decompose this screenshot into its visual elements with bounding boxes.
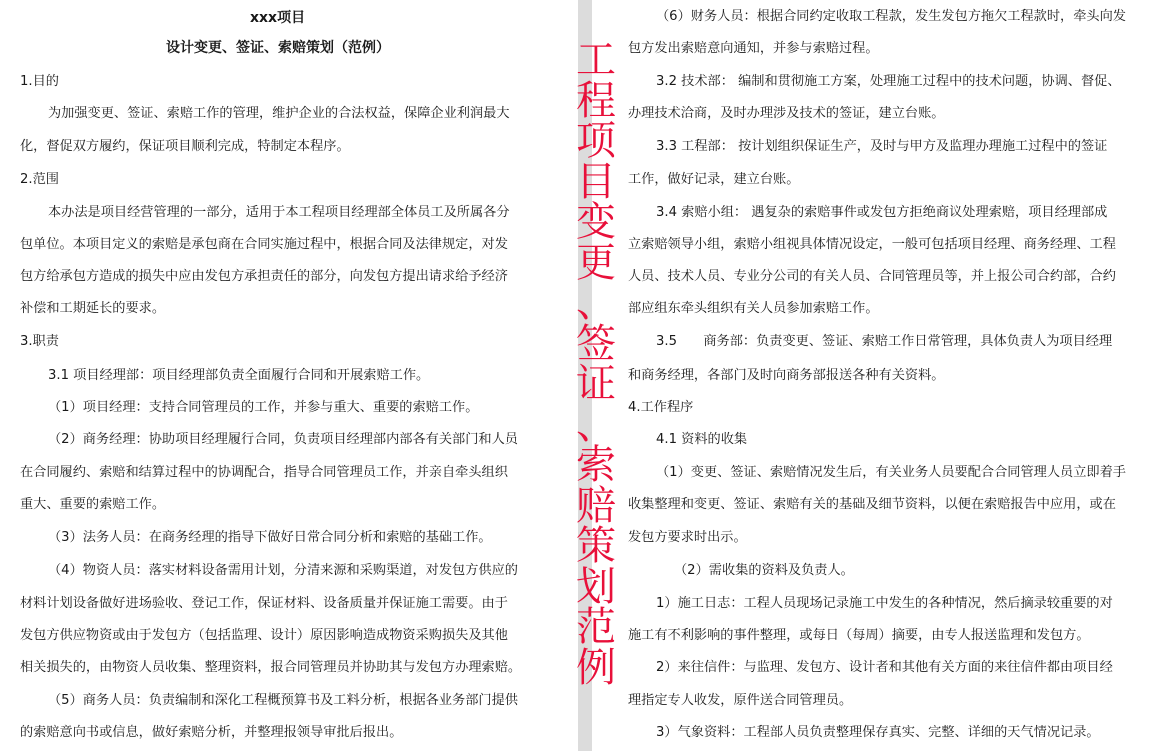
vertical-title-char: 签	[576, 320, 616, 367]
text-line: 施工有不利影响的事件整理，或每日（每周）摘要，由专人报送监理和发包方。	[628, 628, 1090, 643]
vertical-title-char: 目	[576, 158, 616, 205]
text-line: 和商务经理，各部门及时向商务部报送各种有关资料。	[628, 368, 945, 383]
text-line: （3）法务人员：在商务经理的指导下做好日常合同分析和索赔的基础工作。	[48, 530, 492, 545]
vertical-title-char: 程	[576, 77, 616, 124]
vertical-title-char: 项	[576, 118, 616, 164]
text-line: 包方给承包方造成的损失中应由发包方承担责任的部分，向发包方提出请求给予经济	[20, 269, 508, 284]
text-line: 人员、技术人员、专业分公司的有关人员、合同管理员等，并上报公司合约部，合约	[628, 269, 1116, 284]
text-line: 1.目的	[20, 74, 59, 89]
text-line: （1）项目经理：支持合同管理员的工作，并参与重大、重要的索赔工作。	[48, 400, 479, 415]
text-line: 的索赔意向书或信息，做好索赔分析，并整理报领导审批后报出。	[20, 725, 403, 740]
text-line: 3.2 技术部： 编制和贯彻施工方案，处理施工过程中的技术问题，协调、督促、	[656, 74, 1121, 89]
text-line: 3.职责	[20, 334, 59, 349]
text-line: 包方发出索赔意向通知，并参与索赔过程。	[628, 41, 879, 56]
text-line: （4）物资人员：落实材料设备需用计划，分清来源和采购渠道，对发包方供应的	[48, 563, 518, 578]
text-line: 部应组东牵头组织有关人员参加索赔工作。	[628, 301, 879, 316]
text-line: 相关损失的，由物资人员收集、整理资料，报合同管理员并协助其与发包方办理索赔。	[20, 660, 522, 675]
text-line: 3.4 索赔小组： 遇复杂的索赔事件或发包方拒绝商议处理索赔，项目经理部成	[656, 205, 1108, 220]
text-line: 理指定专人收发，原件送合同管理员。	[628, 693, 853, 708]
vertical-title-char: 策	[576, 523, 616, 569]
text-line: 3.1 项目经理部：项目经理部负责全面履行合同和开展索赔工作。	[48, 368, 430, 383]
vertical-title-char: 索	[576, 442, 616, 488]
text-line: 4.1 资料的收集	[656, 432, 748, 447]
text-line: 发包方供应物资或由于发包方（包括监理、设计）原因影响造成物资采购损失及其他	[20, 628, 508, 643]
text-line: 立索赔领导小组，索赔小组视具体情况设定，一般可包括项目经理、商务经理、工程	[628, 237, 1116, 252]
text-line: （1）变更、签证、索赔情况发生后，有关业务人员要配合合同管理人员立即着手	[656, 465, 1126, 480]
text-line: 办理技术洽商，及时办理涉及技术的签证，建立台账。	[628, 106, 945, 121]
vertical-title-char: 赔	[576, 482, 616, 529]
text-line: 化，督促双方履约，保证项目顺利完成，特制定本程序。	[20, 139, 350, 154]
text-line: （2）需收集的资料及负责人。	[674, 563, 854, 578]
text-line: 为加强变更、签证、索赔工作的管理，维护企业的合法权益，保障企业利润最大	[48, 106, 510, 121]
vertical-title	[566, 37, 626, 691]
text-line: 材料计划设备做好进场验收、登记工作，保证材料、设备质量并保证施工需要。由于	[20, 596, 508, 611]
text-line: （5）商务人员：负责编制和深化工程概预算书及工料分析，根据各业务部门提供	[48, 693, 518, 708]
text-line: 发包方要求时出示。	[628, 530, 747, 545]
document-heading: 设计变更、签证、索赔策划（范例）	[166, 40, 390, 56]
text-line: 收集整理和变更、签证、索赔有关的基础及细节资料，以便在索赔报告中应用，或在	[628, 497, 1116, 512]
text-line: 包单位。本项目定义的索赔是承包商在合同实施过程中，根据合同及法律规定，对发	[20, 237, 508, 252]
text-line: 重大、重要的索赔工作。	[20, 497, 166, 512]
text-line: 3）气象资料：工程部人员负责整理保存真实、完整、详细的天气情况记录。	[656, 725, 1100, 740]
text-line: （2）商务经理：协助项目经理履行合同，负责项目经理部内部各有关部门和人员	[48, 432, 518, 447]
text-line: 工作，做好记录，建立台账。	[628, 172, 800, 187]
text-line: 在合同履约、索赔和结算过程中的协调配合，指导合同管理员工作，并亲自牵头组织	[20, 465, 508, 480]
text-line: （6）财务人员：根据合同约定收取工程款，发生发包方拖欠工程款时，牵头向发	[656, 9, 1126, 24]
vertical-title-char: 工	[576, 37, 616, 83]
text-line: 2）来往信件：与监理、发包方、设计者和其他有关方面的来往信件都由项目经	[656, 660, 1113, 675]
vertical-title-char: 变	[576, 199, 616, 245]
text-line: 3.5 商务部：负责变更、签证、索赔工作日常管理，具体负责人为项目经理	[656, 334, 1113, 349]
text-line: 本办法是项目经营管理的一部分，适用于本工程项目经理部全体员工及所属各分	[48, 205, 510, 220]
vertical-title-char: 更	[576, 239, 616, 286]
text-line: 4.工作程序	[628, 400, 694, 415]
vertical-title-char: 例	[576, 644, 616, 691]
vertical-title-char: 范	[576, 604, 616, 650]
text-line: 1）施工日志：工程人员现场记录施工中发生的各种情况，然后摘录较重要的对	[656, 596, 1113, 611]
text-line: 3.3 工程部： 按计划组织保证生产，及时与甲方及监理办理施工过程中的签证	[656, 139, 1108, 154]
text-line: 补偿和工期延长的要求。	[20, 301, 166, 316]
document-heading: xxx项目	[250, 10, 306, 26]
text-line: 2.范围	[20, 172, 59, 187]
vertical-title-char: 、	[576, 280, 616, 326]
vertical-title-char: 划	[576, 563, 616, 610]
vertical-title-char: 、	[576, 401, 616, 448]
vertical-title-char: 证	[576, 361, 616, 407]
